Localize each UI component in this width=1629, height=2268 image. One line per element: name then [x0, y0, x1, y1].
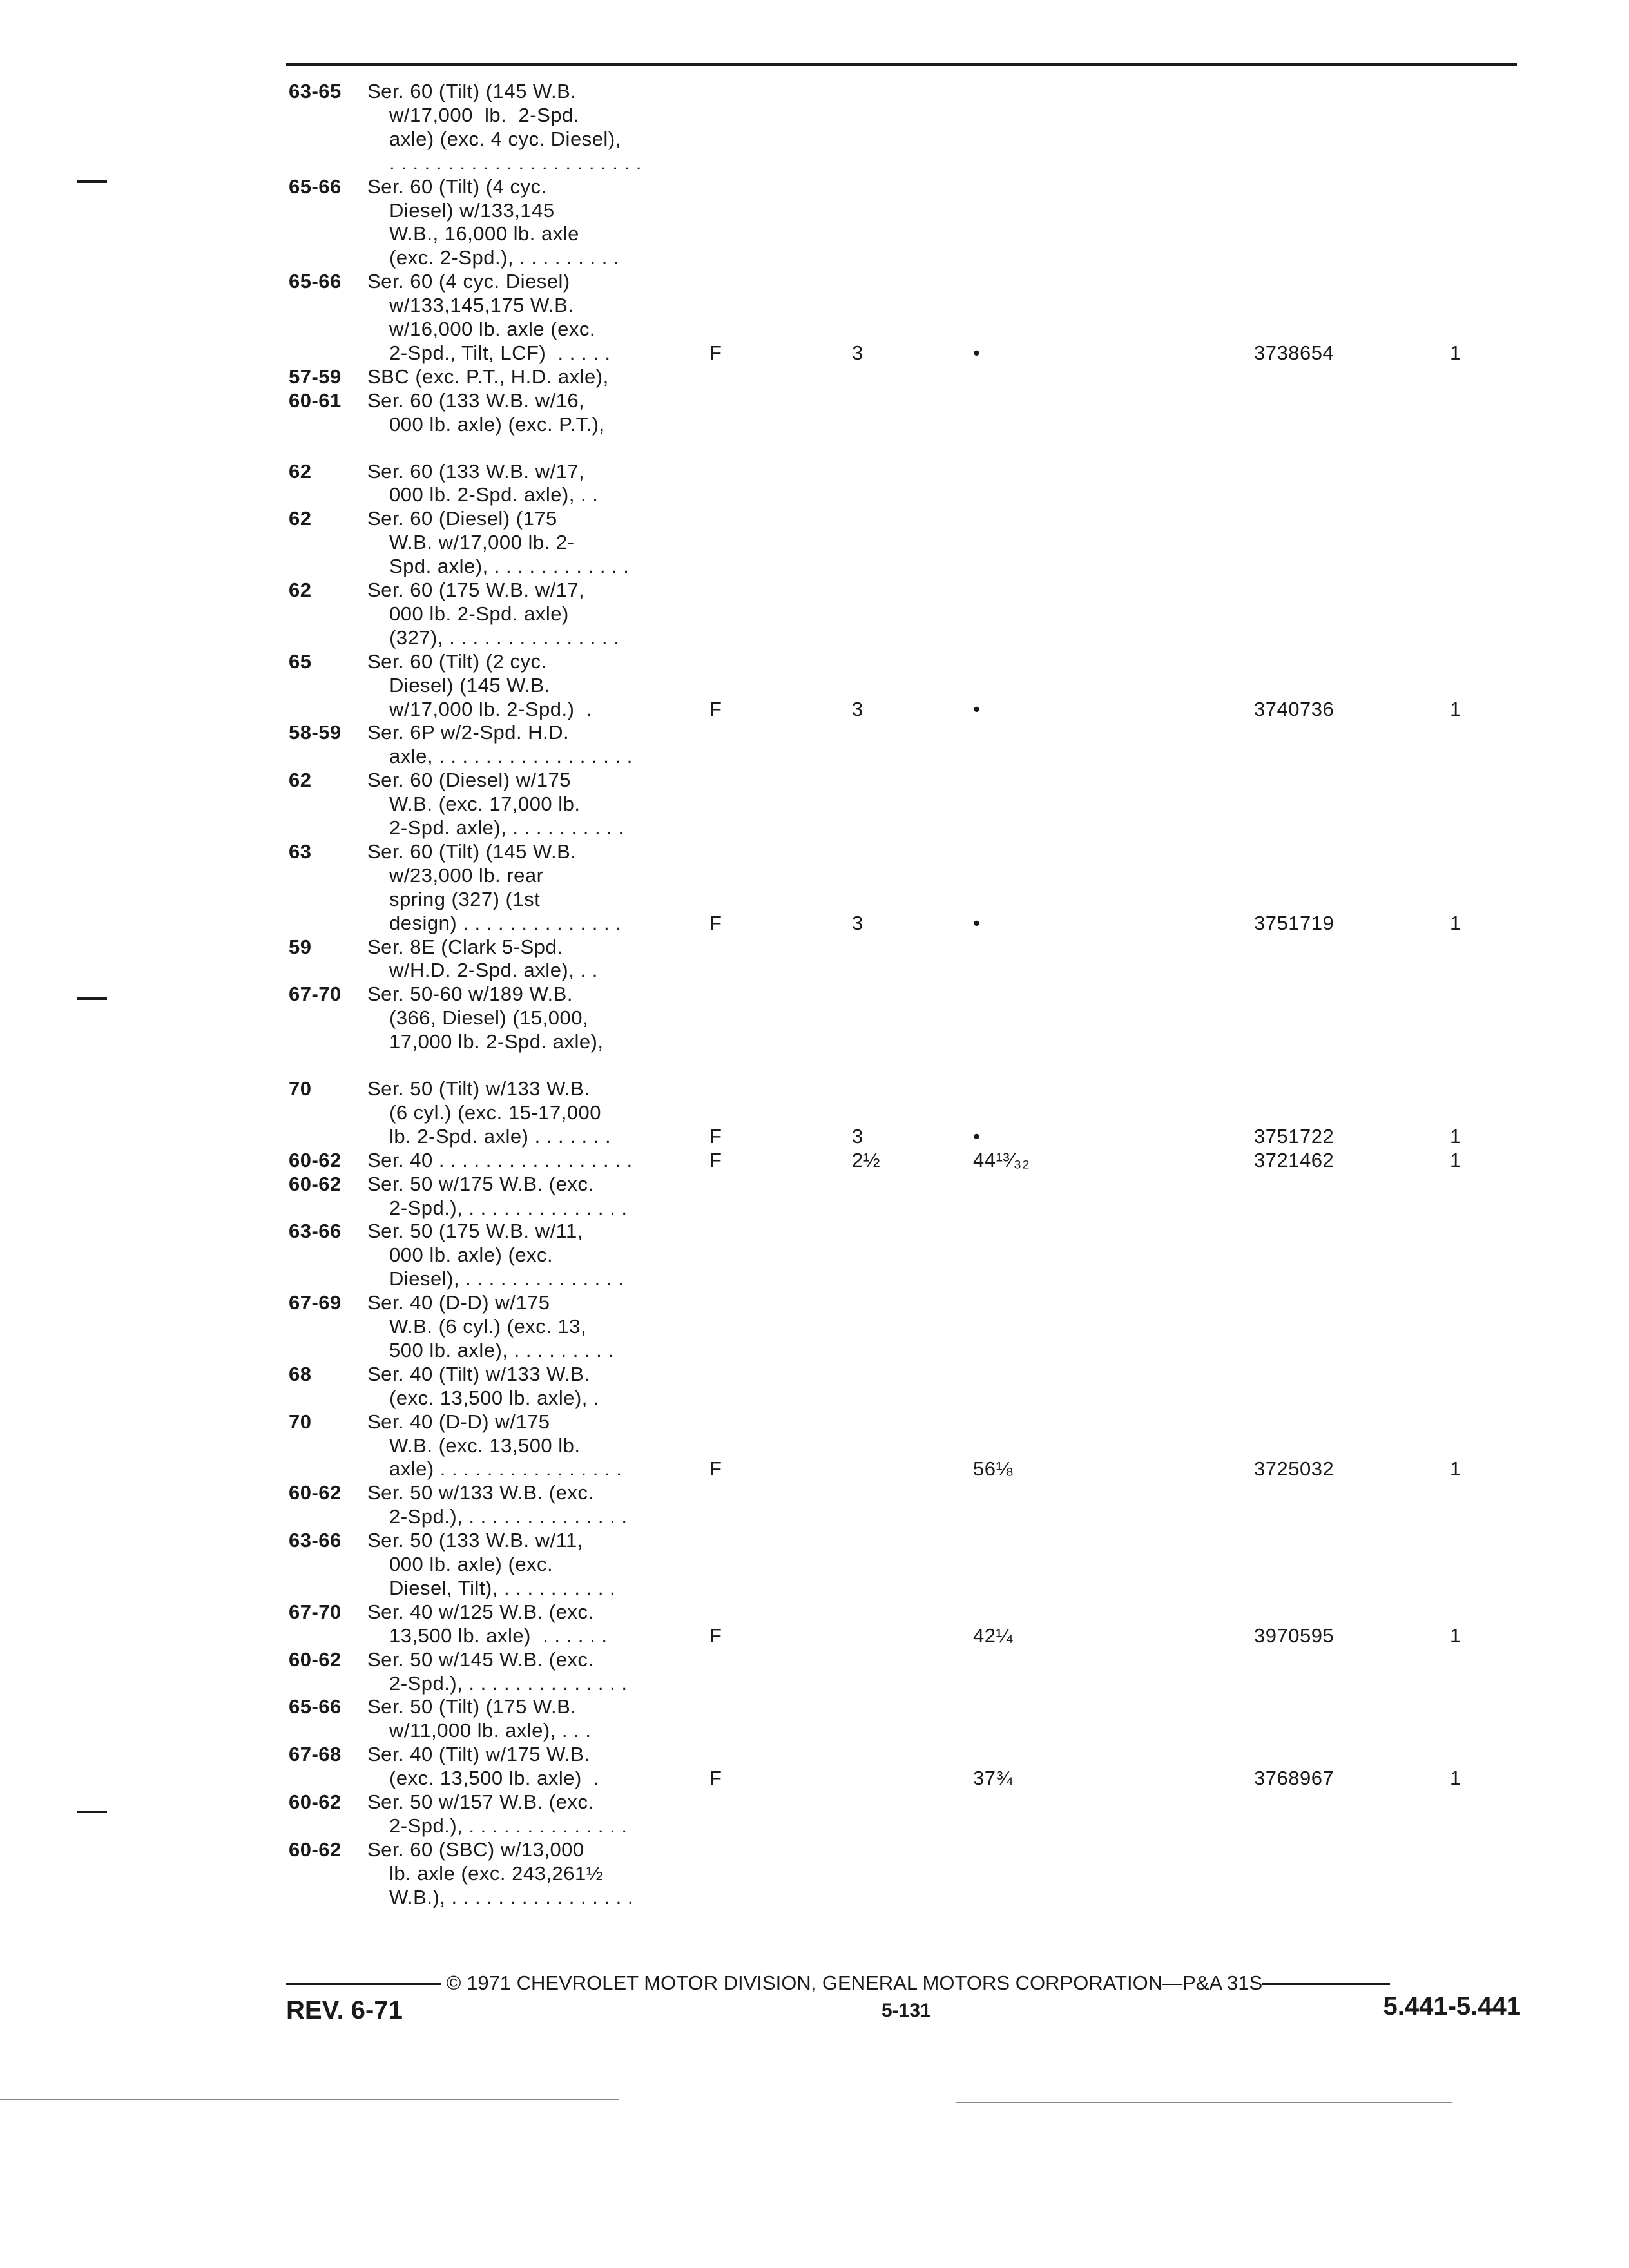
entry-description-line: Ser. 50 (133 W.B. w/11, [367, 1529, 583, 1552]
entry-dimension: 44¹³⁄₃₂ [973, 1149, 1030, 1171]
entry-description-line: 2-Spd.), . . . . . . . . . . . . . . [389, 1196, 628, 1219]
entry-code: F [709, 698, 722, 720]
entry-description-line: W.B., 16,000 lb. axle [389, 222, 579, 245]
entry-description-line: W.B. (exc. 13,500 lb. [389, 1434, 581, 1457]
entry-description-line: Ser. 50 (175 W.B. w/11, [367, 1220, 583, 1242]
entry-description-line: Ser. 40 (D-D) w/175 [367, 1410, 550, 1433]
footer-copyright-line [286, 1972, 1519, 1995]
entry-description-line: Ser. 50 w/175 W.B. (exc. [367, 1173, 594, 1195]
entry-years: 60-62 [289, 1149, 342, 1171]
entry-years: 60-62 [289, 1791, 342, 1813]
entry-description-line: Ser. 40 (D-D) w/175 [367, 1291, 550, 1314]
entry-years: 70 [289, 1077, 312, 1100]
entry-part-number: 3721462 [1254, 1149, 1335, 1171]
entry-description-line: Ser. 40 . . . . . . . . . . . . . . . . . [367, 1149, 633, 1171]
entry-description-line: Ser. 40 (Tilt) w/133 W.B. [367, 1363, 590, 1385]
entry-description-line: Ser. 6P w/2-Spd. H.D. [367, 721, 570, 744]
entry-part-number: 3751719 [1254, 912, 1335, 934]
entry-years: 67-70 [289, 983, 342, 1005]
entry-description-line: lb. 2-Spd. axle) . . . . . . . [389, 1125, 612, 1148]
page-number: 5-131 [882, 2000, 931, 2021]
margin-mark [77, 180, 107, 183]
entry-code: F [709, 1624, 722, 1647]
entry-description-line: w/H.D. 2-Spd. axle), . . [389, 959, 598, 981]
entry-years: 59 [289, 936, 312, 958]
entry-years: 65 [289, 650, 312, 673]
entry-units: 1 [1450, 698, 1461, 720]
entry-units: 1 [1450, 912, 1461, 934]
entry-years: 60-62 [289, 1648, 342, 1671]
entry-code: F [709, 341, 722, 364]
entry-units: 1 [1450, 1457, 1461, 1480]
entry-description-line: w/133,145,175 W.B. [389, 294, 574, 316]
entry-description-line: Ser. 60 (133 W.B. w/17, [367, 460, 585, 483]
scan-artifact-line [956, 2102, 1452, 2103]
entry-description-line: 2-Spd. axle), . . . . . . . . . . [389, 816, 624, 839]
entry-description-line: (exc. 13,500 lb. axle), . [389, 1387, 600, 1409]
entry-years: 60-61 [289, 389, 342, 412]
entry-description-line: Ser. 60 (Tilt) (4 cyc. [367, 175, 547, 198]
entry-quantity: 3 [852, 912, 863, 934]
top-rule [286, 63, 1517, 66]
entry-dimension: • [973, 341, 981, 364]
entry-description-line: w/16,000 lb. axle (exc. [389, 318, 595, 340]
entry-years: 62 [289, 769, 312, 791]
footer-rule-right [1262, 1983, 1390, 1985]
entry-dimension: • [973, 698, 981, 720]
entry-description-line: W.B.), . . . . . . . . . . . . . . . . [389, 1886, 633, 1908]
entry-description-line: Ser. 60 (4 cyc. Diesel) [367, 270, 570, 293]
entry-units: 1 [1450, 1624, 1461, 1647]
entry-description-line: (exc. 13,500 lb. axle) . [389, 1767, 600, 1789]
entry-description-line: spring (327) (1st [389, 888, 541, 910]
entry-description-line: 2-Spd.), . . . . . . . . . . . . . . [389, 1672, 628, 1695]
entry-description-line: 2-Spd., Tilt, LCF) . . . . . [389, 341, 611, 364]
entry-description-line: (6 cyl.) (exc. 15-17,000 [389, 1101, 602, 1124]
entry-quantity: 3 [852, 1125, 863, 1148]
entry-description-line: w/11,000 lb. axle), . . . [389, 1719, 592, 1742]
entry-description-line: Diesel) (145 W.B. [389, 674, 550, 697]
entry-description-line: 2-Spd.), . . . . . . . . . . . . . . [389, 1814, 628, 1837]
entry-years: 70 [289, 1410, 312, 1433]
entry-quantity: 3 [852, 341, 863, 364]
entry-description-line: W.B. (exc. 17,000 lb. [389, 793, 581, 815]
entry-dimension: 42¼ [973, 1624, 1013, 1647]
entry-years: 62 [289, 507, 312, 530]
entry-description-line: Ser. 50 w/145 W.B. (exc. [367, 1648, 594, 1671]
entry-description-line: Ser. 40 w/125 W.B. (exc. [367, 1600, 594, 1623]
entry-description-line: 500 lb. axle), . . . . . . . . . [389, 1339, 614, 1361]
entry-years: 60-62 [289, 1481, 342, 1504]
entry-years: 57-59 [289, 365, 342, 388]
entry-units: 1 [1450, 1149, 1461, 1171]
entry-years: 62 [289, 460, 312, 483]
entry-years: 62 [289, 579, 312, 601]
entry-years: 63-66 [289, 1529, 342, 1552]
entry-units: 1 [1450, 341, 1461, 364]
entry-description-line: axle) . . . . . . . . . . . . . . . . [389, 1457, 622, 1480]
entry-years: 65-66 [289, 175, 342, 198]
entry-years: 63-65 [289, 80, 342, 102]
copyright-text: © 1971 CHEVROLET MOTOR DIVISION, GENERAL MOTORS CORPORATION—P&A 31S [446, 1972, 1263, 1994]
entry-quantity: 2½ [852, 1149, 881, 1171]
entry-description-line: . . . . . . . . . . . . . . . . . . . . . . [389, 151, 642, 174]
entry-code: F [709, 1149, 722, 1171]
entry-description-line: Spd. axle), . . . . . . . . . . . . [389, 555, 630, 577]
entry-description-line: Ser. 8E (Clark 5-Spd. [367, 936, 563, 958]
entry-quantity: 3 [852, 698, 863, 720]
entry-description-line: Ser. 60 (Diesel) (175 [367, 507, 557, 530]
entry-years: 60-62 [289, 1173, 342, 1195]
entry-description-line: Ser. 50 (Tilt) w/133 W.B. [367, 1077, 590, 1100]
entry-description-line: Diesel, Tilt), . . . . . . . . . . [389, 1577, 616, 1599]
entry-part-number: 3768967 [1254, 1767, 1335, 1789]
entry-part-number: 3738654 [1254, 341, 1335, 364]
entry-description-line: lb. axle (exc. 243,261½ [389, 1862, 604, 1885]
margin-mark [77, 1811, 107, 1813]
entry-part-number: 3751722 [1254, 1125, 1335, 1148]
scan-artifact-line [0, 2099, 619, 2100]
entry-description-line: Ser. 40 (Tilt) w/175 W.B. [367, 1743, 590, 1765]
entry-description-line: Ser. 50 (Tilt) (175 W.B. [367, 1695, 577, 1718]
entry-description-line: Ser. 60 (Tilt) (145 W.B. [367, 80, 577, 102]
entry-description-line: 000 lb. axle) (exc. [389, 1244, 554, 1266]
entry-years: 68 [289, 1363, 312, 1385]
entry-description-line: axle) (exc. 4 cyc. Diesel), [389, 128, 621, 150]
entry-description-line: (327), . . . . . . . . . . . . . . . [389, 626, 620, 649]
entry-dimension: 37¾ [973, 1767, 1013, 1789]
entry-code: F [709, 912, 722, 934]
entry-part-number: 3970595 [1254, 1624, 1335, 1647]
entry-code: F [709, 1767, 722, 1789]
entry-description-line: Ser. 50 w/157 W.B. (exc. [367, 1791, 594, 1813]
entry-part-number: 3725032 [1254, 1457, 1335, 1480]
entry-description-line: 13,500 lb. axle) . . . . . . [389, 1624, 608, 1647]
entry-description-line: Ser. 60 (133 W.B. w/16, [367, 389, 585, 412]
section-number: 5.441-5.441 [1383, 1992, 1521, 2021]
revision-label: REV. 6-71 [286, 1996, 403, 2024]
entry-description-line: Diesel), . . . . . . . . . . . . . . [389, 1267, 624, 1290]
entry-description-line: design) . . . . . . . . . . . . . . [389, 912, 622, 934]
entry-part-number: 3740736 [1254, 698, 1335, 720]
entry-years: 67-68 [289, 1743, 342, 1765]
footer-rule-left [286, 1983, 441, 1985]
entry-description-line: W.B. w/17,000 lb. 2- [389, 531, 575, 553]
entry-code: F [709, 1125, 722, 1148]
entry-units: 1 [1450, 1125, 1461, 1148]
entry-description-line: Ser. 60 (Tilt) (2 cyc. [367, 650, 547, 673]
entry-description-line: w/17,000 lb. 2-Spd. [389, 104, 579, 126]
entry-description-line: 000 lb. 2-Spd. axle), . . [389, 483, 599, 506]
entry-description-line: 000 lb. axle) (exc. P.T.), [389, 413, 605, 436]
entry-description-line: axle, . . . . . . . . . . . . . . . . . [389, 745, 633, 767]
entry-years: 65-66 [289, 270, 342, 293]
entry-dimension: • [973, 1125, 981, 1148]
entry-description-line: 000 lb. axle) (exc. [389, 1553, 554, 1575]
entry-description-line: (exc. 2-Spd.), . . . . . . . . . [389, 246, 620, 269]
entry-description-line: (366, Diesel) (15,000, [389, 1006, 589, 1029]
entry-code: F [709, 1457, 722, 1480]
entry-description-line: W.B. (6 cyl.) (exc. 13, [389, 1315, 587, 1338]
entry-dimension: 56⅛ [973, 1457, 1013, 1480]
entry-description-line: Ser. 60 (Diesel) w/175 [367, 769, 571, 791]
entry-description-line: w/17,000 lb. 2-Spd.) . [389, 698, 592, 720]
entry-years: 65-66 [289, 1695, 342, 1718]
entry-years: 60-62 [289, 1838, 342, 1861]
entry-description-line: Diesel) w/133,145 [389, 199, 555, 222]
entry-description-line: Ser. 50 w/133 W.B. (exc. [367, 1481, 594, 1504]
entry-years: 63-66 [289, 1220, 342, 1242]
entry-description-line: 000 lb. 2-Spd. axle) [389, 602, 569, 625]
entry-description-line: Ser. 60 (Tilt) (145 W.B. [367, 840, 577, 863]
entry-years: 67-69 [289, 1291, 342, 1314]
entry-description-line: 17,000 lb. 2-Spd. axle), [389, 1030, 604, 1053]
entry-description-line: 2-Spd.), . . . . . . . . . . . . . . [389, 1505, 628, 1528]
entry-description-line: Ser. 60 (175 W.B. w/17, [367, 579, 585, 601]
entry-years: 67-70 [289, 1600, 342, 1623]
entry-description-line: Ser. 50-60 w/189 W.B. [367, 983, 573, 1005]
entry-units: 1 [1450, 1767, 1461, 1789]
entry-description-line: SBC (exc. P.T., H.D. axle), [367, 365, 609, 388]
entry-years: 63 [289, 840, 312, 863]
entry-dimension: • [973, 912, 981, 934]
entry-description-line: Ser. 60 (SBC) w/13,000 [367, 1838, 584, 1861]
margin-mark [77, 997, 107, 1000]
entry-description-line: w/23,000 lb. rear [389, 864, 544, 887]
entry-years: 58-59 [289, 721, 342, 744]
